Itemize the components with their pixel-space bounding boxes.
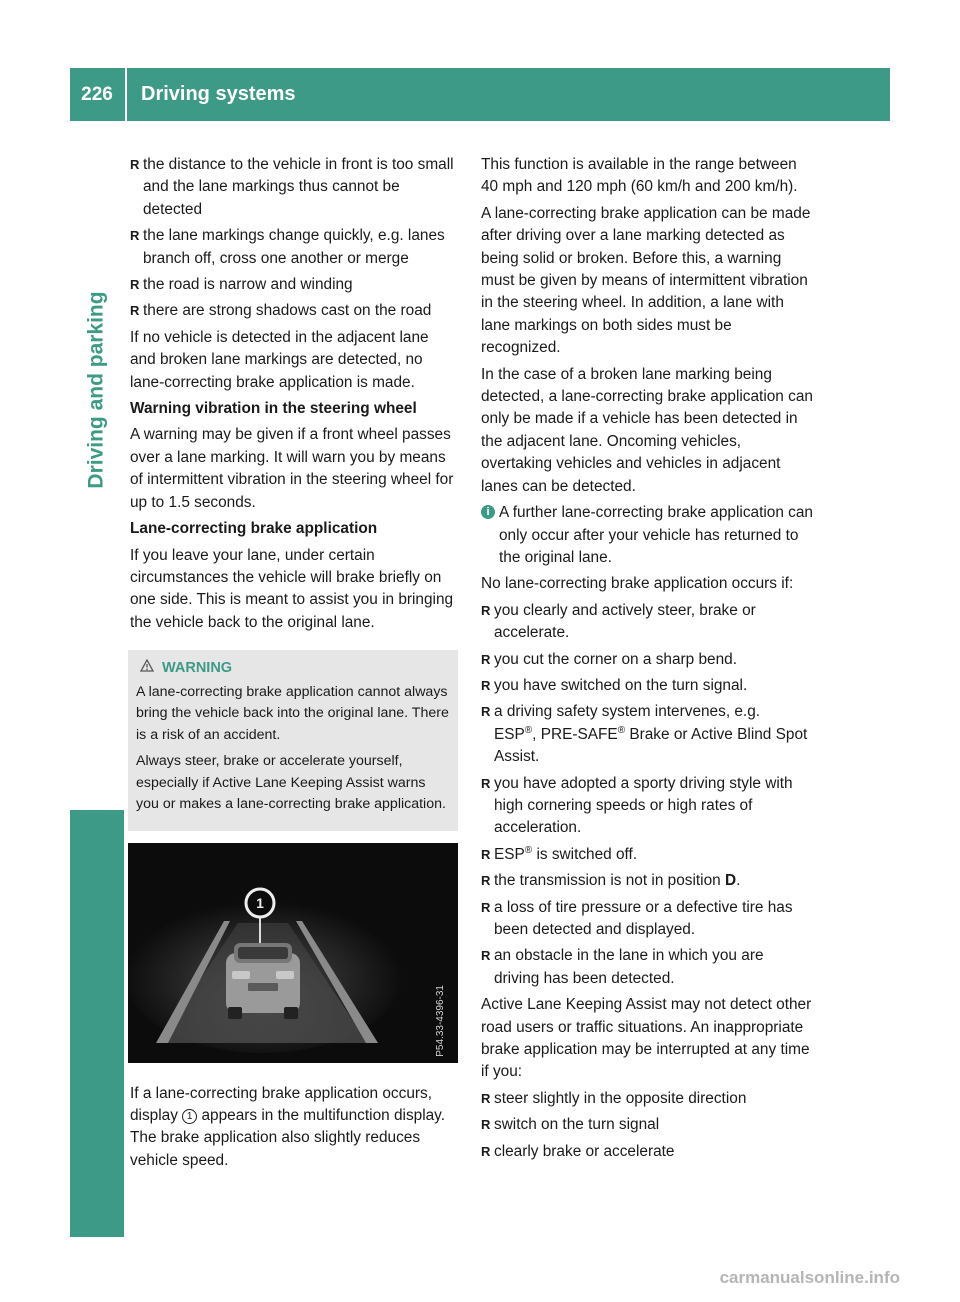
paragraph-broken-marking: In the case of a broken lane marking being detected, a lane-correcting brake application can only be made if a vehicle has been detected in the adjacent lane. Oncoming vehicles, overtaking vehicles and vehicles in adjacent lanes can be detected. bbox=[481, 365, 813, 495]
info-icon: i bbox=[481, 505, 495, 519]
bullet-icon: R bbox=[481, 1090, 491, 1106]
warning-text: Always steer, brake or accelerate yourself, especially if Active Lane Keeping Assist warns you or makes a lane-correcting brake application. bbox=[136, 753, 446, 813]
bullet-icon: R bbox=[481, 651, 491, 667]
bullet-icon: R bbox=[481, 602, 491, 618]
list-item: R you cut the corner on a sharp bend. bbox=[481, 649, 813, 671]
page-number: 226 bbox=[81, 84, 113, 105]
bullet-icon: R bbox=[130, 277, 140, 293]
bullet-icon: R bbox=[481, 899, 491, 915]
paragraph-no-vehicle: If no vehicle is detected in the adjacent lane and broken lane markings are detected, no lane-correcting brake application is made. bbox=[130, 328, 429, 391]
list-item: R a driving safety system intervenes, e.g. ESP®, PRE-SAFE® Brake or Active Blind Spot Assist. bbox=[481, 703, 808, 766]
paragraph-after-marking: A lane-correcting brake application can be made after driving over a lane marking detected as being solid or broken. Before this, a warning must be given by means of intermittent vibration in the steering wheel. In addition, a lane with lane markings on both sides must be recognized. bbox=[481, 204, 811, 357]
heading-warning-vibration: Warning vibration in the steering wheel bbox=[130, 400, 417, 418]
header-divider bbox=[125, 68, 127, 121]
list-item: R a loss of tire pressure or a defective tire has been detected and displayed. bbox=[481, 898, 793, 938]
list-item: R you clearly and actively steer, brake or accelerate. bbox=[481, 601, 756, 642]
warning-title: WARNING bbox=[162, 660, 233, 677]
bullet-icon: R bbox=[481, 846, 491, 862]
list-item: R there are strong shadows cast on the road bbox=[130, 300, 458, 322]
right-column bbox=[481, 154, 813, 1167]
bullet-icon: R bbox=[481, 704, 491, 720]
bullet-icon: R bbox=[481, 677, 491, 693]
bullet-icon: R bbox=[481, 1143, 491, 1159]
condition-list bbox=[130, 154, 458, 323]
section-title: Driving systems bbox=[141, 83, 296, 105]
image-callout: 1 bbox=[256, 894, 264, 911]
side-tab-label: Driving and parking bbox=[85, 291, 109, 489]
left-column bbox=[130, 154, 458, 1176]
paragraph-caption: If a lane-correcting brake application occurs, display 1 appears in the multifunction display. The brake application also slightly reduces vehicle speed. bbox=[130, 1084, 446, 1169]
side-tab-block bbox=[70, 810, 124, 1237]
list-item: R switch on the turn signal bbox=[481, 1114, 813, 1136]
multifunction-display-image bbox=[128, 843, 458, 1063]
list-item: R you have adopted a sporty driving style with high cornering speeds or high rates of acceleration. bbox=[481, 774, 793, 837]
paragraph-no-brake: No lane-correcting brake application occurs if: bbox=[481, 575, 794, 593]
bullet-icon: R bbox=[130, 228, 140, 244]
list-item: R the road is narrow and winding bbox=[130, 274, 458, 296]
warning-header bbox=[140, 658, 450, 680]
warning-box bbox=[128, 650, 458, 831]
paragraph-warning-vibration: A warning may be given if a front wheel passes over a lane marking. It will warn you by means of intermittent vibration in the steering wheel for up to 1.5 seconds. bbox=[130, 426, 454, 511]
list-item: R steer slightly in the opposite direction bbox=[481, 1088, 813, 1110]
bullet-icon: R bbox=[130, 157, 140, 172]
paragraph-range: This function is available in the range between 40 mph and 120 mph (60 km/h and 200 km/h). bbox=[481, 156, 798, 196]
exception-list bbox=[481, 600, 813, 991]
heading-brake-application: Lane-correcting brake application bbox=[130, 520, 378, 538]
list-item: R you have switched on the turn signal. bbox=[481, 675, 813, 697]
paragraph-brake-application: If you leave your lane, under certain circumstances the vehicle will brake briefly on one side. This is meant to assist you in bringing the vehicle back to the original lane. bbox=[130, 546, 454, 631]
image-code: P54.33-4396-31 bbox=[434, 984, 446, 1057]
bullet-icon: R bbox=[481, 775, 491, 791]
warning-text: A lane-correcting brake application cannot always bring the vehicle back into the original lane. There is a risk of an accident. bbox=[136, 683, 449, 743]
interrupt-list bbox=[481, 1088, 813, 1163]
bullet-icon: R bbox=[481, 1117, 491, 1133]
car-lane-illustration bbox=[128, 843, 458, 1063]
list-item: R the distance to the vehicle in front is too small and the lane markings thus cannot be detected bbox=[130, 156, 454, 218]
list-item: R the transmission is not in position D. bbox=[481, 870, 813, 892]
list-item: R clearly brake or accelerate bbox=[481, 1141, 813, 1163]
list-item: R ESP® is switched off. bbox=[481, 844, 813, 866]
bullet-icon: R bbox=[130, 303, 140, 319]
warning-triangle-icon bbox=[140, 658, 154, 680]
list-item: R the lane markings change quickly, e.g. lanes branch off, cross one another or merge bbox=[130, 227, 445, 267]
bullet-icon: R bbox=[481, 873, 491, 889]
info-note: i A further lane-correcting brake application can only occur after your vehicle has returned to the original lane. bbox=[481, 502, 813, 569]
display-callout-symbol: 1 bbox=[182, 1109, 197, 1124]
paragraph-may-not-detect: Active Lane Keeping Assist may not detect other road users or traffic situations. An inappropriate brake application may be interrupted at any time if you: bbox=[481, 996, 812, 1081]
list-item: R an obstacle in the lane in which you are driving has been detected. bbox=[481, 947, 764, 987]
bullet-icon: R bbox=[481, 948, 491, 964]
watermark: carmanualsonline.info bbox=[719, 1268, 900, 1287]
